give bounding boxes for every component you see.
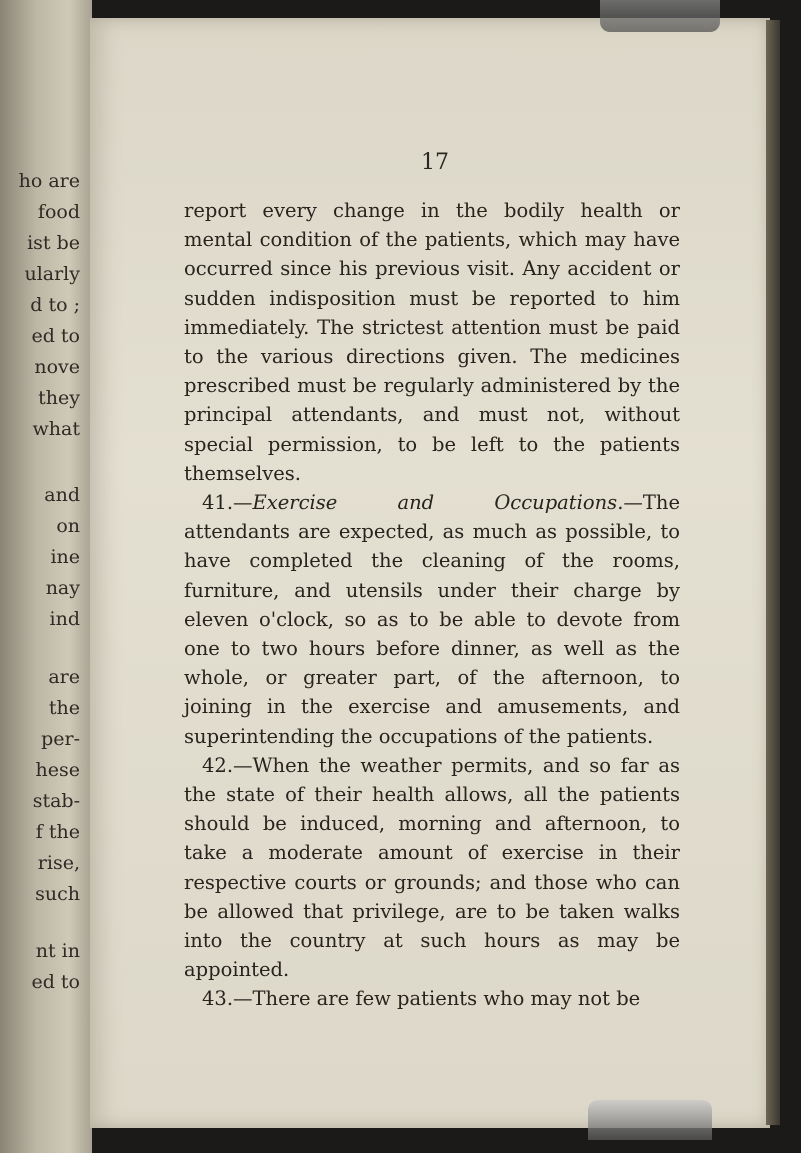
paragraph-number: 41.	[202, 491, 234, 515]
left-fragment: hese	[35, 759, 80, 781]
left-fragment: nay	[45, 577, 80, 599]
left-fragment: nt in	[35, 940, 80, 962]
left-fragment: d to ;	[30, 294, 80, 316]
bottom-page-clip	[588, 1100, 712, 1140]
paragraph-number: 42.	[202, 753, 234, 777]
left-fragment: ed to	[31, 971, 80, 993]
page-edge-shadow	[766, 20, 780, 1125]
top-page-clip	[600, 0, 720, 32]
paragraph-42: 42.—When the weather permits, and so far as the state of their health allows, all the patients should be induced, morning and afternoon, to take a moderate amount of exercise in their respective courts or grounds; and those who can be allowed that privilege, are to be taken walks into the country at such hours as may be appointed.	[184, 753, 680, 982]
facing-page-edge	[0, 0, 92, 1153]
section-heading: Exercise and Occupations.	[252, 491, 624, 515]
left-fragment: ho are	[18, 170, 80, 192]
paragraph-continuation: report every change in the bodily health or mental condition of the patients, which may have occurred since his previous visit. Any accident or sudden indisposition must be reported to him immediately. The strictest attention must be paid to the various directions given. The medicines prescribed must be regularly administered by the principal attendants, and must not, without special permission, to be left to the patients themselves.	[184, 199, 680, 485]
paragraph-text: There are few patients who may not be	[252, 987, 641, 1011]
left-fragment: food	[37, 201, 80, 223]
left-fragment: ind	[49, 608, 80, 630]
left-fragment: ed to	[31, 325, 80, 347]
paragraph-text: The attendants are expected, as much as possible, to have completed the cleaning of the rooms, furniture, and utensils under their charge by eleven o'clock, so as to be able to devote from one to two hours before dinner, as well as the whole, or greater part, of the afternoon, to joining in the exercise and amusements, and superintending the occupations of the patients.	[184, 491, 680, 748]
left-fragment: and	[44, 484, 80, 506]
left-fragment: such	[35, 883, 80, 905]
paragraph-number: 43.	[202, 987, 234, 1011]
paragraph-43: 43.—There are few patients who may not be	[202, 987, 641, 1011]
left-fragment: stab-	[32, 790, 80, 812]
left-fragment: nove	[34, 356, 80, 378]
left-fragment: what	[32, 418, 80, 440]
left-fragment: are	[48, 666, 80, 688]
paragraph-text: When the weather permits, and so far as the state of their health allows, all the patients should be induced, morning and afternoon, to take a moderate amount of exercise in their respective courts or grounds; and those who can be allowed that privilege, are to be taken walks into the country at such hours as may be appointed.	[184, 753, 680, 982]
left-fragment: per-	[41, 728, 80, 750]
left-fragment: ine	[50, 546, 80, 568]
page-number: 17	[421, 150, 449, 175]
left-fragment: ist be	[27, 232, 80, 254]
left-fragment: ularly	[24, 263, 80, 285]
left-fragment: the	[48, 697, 80, 719]
page-body-text	[184, 196, 680, 1014]
left-fragment: rise,	[37, 852, 80, 874]
left-fragment: they	[38, 387, 80, 409]
paragraph-41: 41.—Exercise and Occupations.—The attendants are expected, as much as possible, to have completed the cleaning of the rooms, furniture, and utensils under their charge by eleven o'clock, so as to be able to devote from one to two hours before dinner, as well as the whole, or greater part, of the afternoon, to joining in the exercise and amusements, and superintending the occupations of the patients.	[184, 491, 680, 748]
left-fragment: f the	[35, 821, 80, 843]
left-fragment: on	[56, 515, 80, 537]
